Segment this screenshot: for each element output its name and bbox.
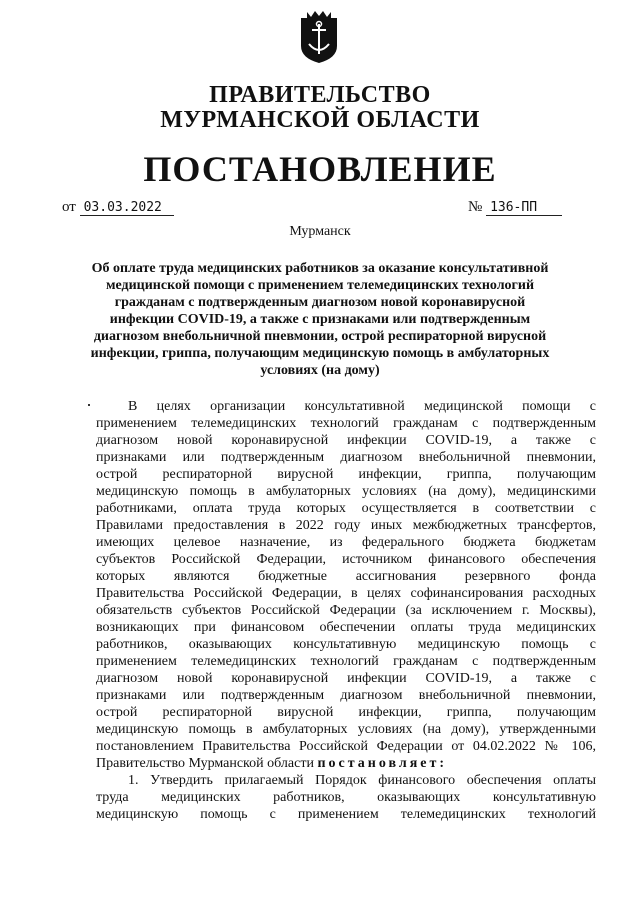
body-line: медицинскую помощь в амбулаторных условиях (на дому), медицинскими — [96, 484, 596, 499]
body-line: применением телемедицинских технологий гражданам с подтвержденным — [96, 654, 596, 669]
body-line: имеющих целевое назначение, из федерального бюджета бюджетам — [96, 535, 596, 550]
body-line: возникающих при финансовом обеспечении оплаты труда медицинских — [96, 620, 596, 635]
document-body — [96, 398, 596, 823]
body-line: которых являются бюджетные ассигнования резервного фонда — [96, 569, 596, 584]
body-line: острой респираторной вирусной инфекции, гриппа, получающим — [96, 467, 596, 482]
body-line: Правительства Российской Федерации, в целях софинансирования расходных — [96, 586, 596, 601]
body-line: работников, оказывающих консультативную медицинскую помощь с — [96, 637, 596, 652]
government-name-line2: МУРМАНСКОЙ ОБЛАСТИ — [160, 107, 480, 133]
government-name-line1: ПРАВИТЕЛЬСТВО — [209, 82, 431, 108]
document-title — [88, 260, 552, 379]
coat-of-arms-icon — [299, 10, 339, 64]
body-line: острой респираторной вирусной инфекции, гриппа, получающим — [96, 705, 596, 720]
body-line: постановлением Правительства Российской Федерации от 04.02.2022 № 106, — [96, 739, 596, 754]
item-line: 1. Утвердить прилагаемый Порядок финансового обеспечения оплаты — [128, 773, 596, 788]
body-line: диагнозом новой коронавирусной инфекции COVID-19, а также с — [96, 433, 596, 448]
body-resolution-line — [96, 755, 596, 772]
title-line: медицинской помощи с применением телемедицинских технологий — [105, 278, 535, 293]
body-line: обязательств субъектов Российской Федерации (за исключением г. Москвы), — [96, 603, 596, 618]
city-name: Мурманск — [289, 224, 351, 239]
title-line: гражданам с подтвержденным диагнозом новой коронавирусной — [114, 295, 526, 310]
body-line: диагнозом новой коронавирусной инфекции COVID-19, а также с — [96, 671, 596, 686]
body-line: Правилами предоставления в 2022 году иных межбюджетных трансфертов, — [96, 518, 596, 533]
date-value: 03.03.2022 — [80, 200, 174, 216]
date-prefix: от — [62, 199, 76, 215]
document-type-heading: ПОСТАНОВЛЕНИЕ — [143, 149, 497, 189]
body-line: субъектов Российской Федерации, источником финансового обеспечения — [96, 552, 596, 567]
resolution-keyword: постановляет — [317, 756, 440, 771]
resolution-prefix: Правительство Мурманской области — [96, 756, 318, 771]
item-line: медицинскую помощь с применением телемедицинских технологий — [96, 807, 596, 822]
body-line: применением телемедицинских технологий гражданам с подтвержденным — [96, 416, 596, 431]
item-line: труда медицинских работников, оказывающих консультативную — [96, 790, 596, 805]
title-line: инфекции, гриппа, получающим медицинскую помощь в амбулаторных — [90, 346, 550, 361]
resolution-colon: : — [439, 756, 448, 771]
body-line: медицинскую помощь в амбулаторных условиях (на дому), утвержденными — [96, 722, 596, 737]
title-line: условиях (на дому) — [260, 363, 380, 378]
body-line: признаками или подтвержденным диагнозом внебольничной пневмонии, — [96, 688, 596, 703]
title-line: диагнозом внебольничной пневмонии, острой респираторной вирусной — [93, 329, 547, 344]
number-prefix: № — [468, 199, 483, 215]
document-date — [62, 199, 174, 216]
title-line: Об оплате труда медицинских работников за оказание консультативной — [91, 261, 549, 276]
document-number — [468, 199, 562, 216]
title-line: инфекции COVID-19, а также с признаками или подтвержденным — [109, 312, 531, 327]
number-value: 136-ПП — [486, 200, 562, 216]
scan-mark — [88, 404, 90, 406]
body-line: работниками, оплата труда которых осуществляется в соответствии с — [96, 501, 596, 516]
body-line: признаками или подтвержденным диагнозом внебольничной пневмонии, — [96, 450, 596, 465]
body-line: В целях организации консультативной медицинской помощи с — [128, 399, 596, 414]
